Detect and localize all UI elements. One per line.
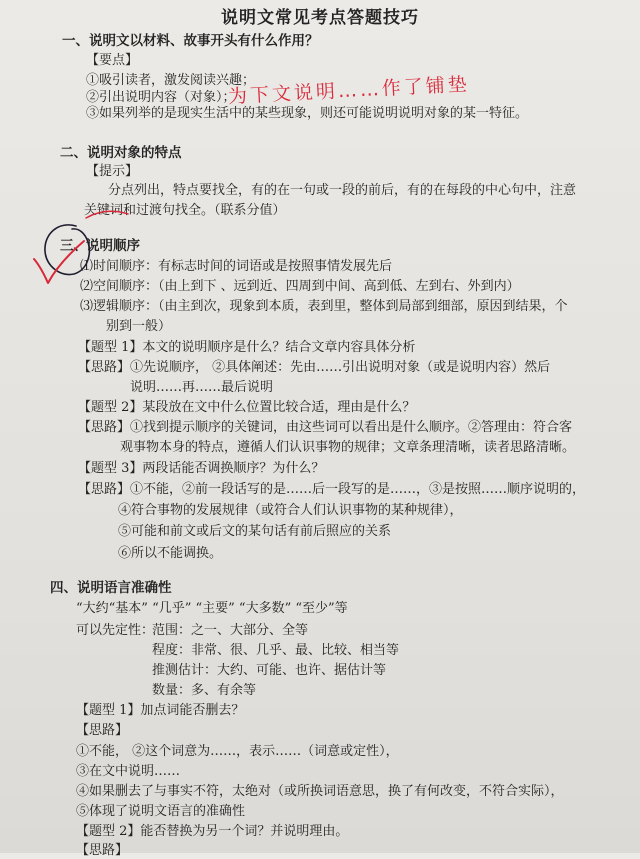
qualifier-degree: 程度：非常、很、几乎、最、比较、相当等 (152, 643, 400, 658)
s4-approach-1: 【思路】 (76, 723, 129, 738)
section-1-point-2: ②引出说明内容（对象）； (86, 90, 236, 105)
order-space: ⑵空间顺序：（由上到下 、远到近、四周到中间、高到低、左到右、外到内） (80, 279, 520, 294)
handwritten-underline (86, 211, 128, 218)
s3-question-1: 【题型 1】本文的说明顺序是什么？结合文章内容具体分析 (78, 340, 416, 355)
section-1-point-3: ③如果列举的是现实生活中的某些现象，则还可能说明说明对象的某一特征。 (86, 106, 529, 121)
handwritten-note: 为下文说明……作了铺垫 (227, 73, 471, 108)
order-logic-1: ⑶逻辑顺序：（由主到次，现象到本质，表到里，整体到局部到细部，原因到结果，个 (80, 299, 568, 314)
s4-answer-3: ④如果删去了与事实不符，太绝对（或所换词语意思，换了有何改变，不符合实际）， (76, 784, 564, 799)
handwritten-circle-mark (45, 225, 89, 275)
section-2-tag: 【提示】 (86, 164, 139, 179)
section-4-heading: 四、说明语言准确性 (50, 580, 172, 596)
qualifier-intro: 可以先定性： (76, 623, 155, 638)
s3-approach-3b: ④符合事物的发展规律（或符合人们认识事物的某种规律）， (118, 503, 463, 518)
s3-approach-1a: 【思路】①先说顺序， ②具体阐述：先由……引出说明对象（或是说明内容）然后 (78, 360, 551, 375)
s4-answer-2: ③在文中说明…… (76, 764, 181, 779)
section-2-heading: 二、说明对象的特点 (60, 145, 182, 161)
s3-approach-2a: 【思路】①找到提示顺序的关键词，由这些词可以看出是什么顺序。②答理由：符合客 (78, 420, 573, 435)
section-1-tag: 【要点】 (86, 53, 139, 68)
page-title: 说明文常见考点答题技巧 (221, 8, 419, 28)
section-3-number: 三、 (60, 238, 87, 254)
s4-question-2: 【题型 2】能否替换为另一个词？并说明理由。 (76, 824, 349, 839)
handwritten-check-mark (34, 241, 84, 283)
section-1-point-1: ①吸引读者，激发阅读兴趣； (86, 73, 256, 88)
s4-answer-4: ⑤体现了说明文语言的准确性 (76, 804, 246, 819)
s3-approach-3a: 【思路】①不能，②前一段话写的是……后一段写的是……，③是按照……顺序说明的， (78, 482, 586, 497)
s3-question-2: 【题型 2】某段放在文中什么位置比较合适，理由是什么？ (78, 400, 416, 415)
qualifier-quantity: 数量：多、有余等 (152, 683, 257, 698)
qualifier-words: “大约“基本” “几乎” “主要” “大多数” “至少”等 (76, 601, 348, 616)
section-2-line-2: 关键词和过渡句找全。（联系分值） (84, 203, 286, 218)
section-1-heading: 一、说明文以材料、故事开头有什么作用？ (62, 33, 319, 49)
s4-approach-2: 【思路】 (76, 843, 129, 858)
s3-approach-2b: 观事物本身的特点，遵循人们认识事物的规律；文章条理清晰，读者思路清晰。 (120, 440, 576, 455)
order-logic-2: 别到一般） (106, 319, 172, 334)
s4-question-1: 【题型 1】加点词能否删去？ (76, 703, 245, 718)
section-2-line-1: 分点列出，特点要找全，有的在一句或一段的前后，有的在每段的中心句中，注意 (108, 183, 577, 198)
s3-question-3: 【题型 3】两段话能否调换顺序？为什么？ (78, 461, 325, 476)
order-time: ⑴时间顺序：有标志时间的词语或是按照事情发展先后 (80, 259, 393, 274)
s3-approach-3d: ⑥所以不能调换。 (118, 546, 223, 561)
qualifier-estimate: 推测估计：大约、可能、也许、据估计等 (152, 663, 387, 678)
s3-approach-3c: ⑤可能和前文或后文的某句话有前后照应的关系 (118, 524, 392, 539)
section-3-heading: 说明顺序 (86, 238, 140, 254)
s4-answer-1: ①不能， ②这个词意为……，表示……（词意或定性）， (76, 744, 399, 759)
qualifier-scope: 范围：之一、大部分、全等 (152, 623, 309, 638)
s3-approach-1b: 说明……再……最后说明 (130, 380, 274, 395)
